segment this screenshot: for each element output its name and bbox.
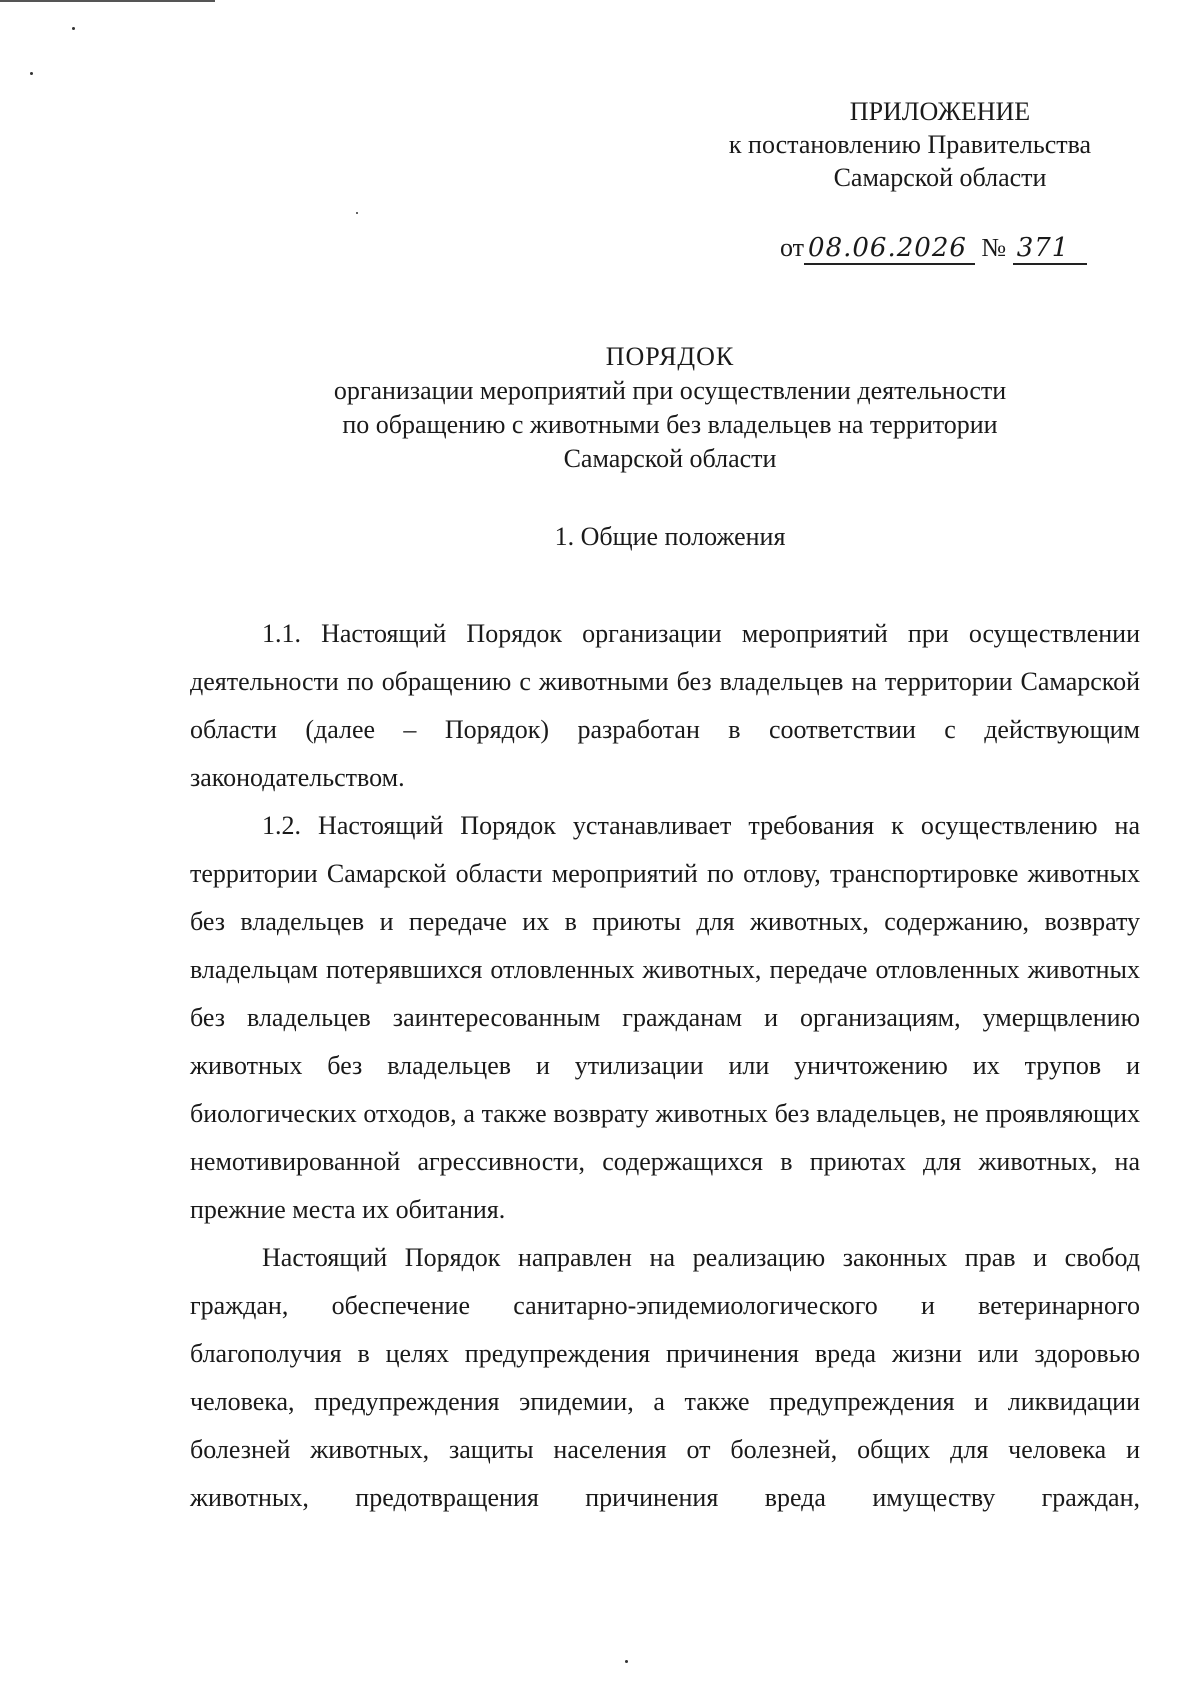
- handwritten-date: 08.06.2026: [804, 233, 975, 265]
- title-subtitle-3: Самарской области: [563, 444, 777, 473]
- paragraph: 1.1. Настоящий Порядок организации мероприятий при осуществлении деятельности по обращению с животными без владельцев на территории Самарской области (далее – Порядок) разработан в соответствии с действующим законодательством.: [190, 619, 1140, 792]
- paragraph: Настоящий Порядок направлен на реализацию законных прав и свобод граждан, обеспечение санитарно-эпидемиологического и ветеринарного благополучия в целях предупреждения причинения вреда жизни или здоровью человека, предупреждения эпидемии, а также предупреждения и ликвидации болезней животных, защиты населения от болезней, общих для человека и животных, предотвращения причинения вреда имуществу граждан,: [190, 1243, 1140, 1512]
- title-heading: ПОРЯДОК: [605, 342, 735, 371]
- number-sign: №: [981, 233, 1007, 262]
- scan-edge-line: [0, 0, 215, 2]
- scan-speck: [356, 212, 358, 214]
- scan-speck: [625, 1660, 628, 1663]
- title-subtitle-2: по обращению с животными без владельцев на территории: [342, 410, 998, 439]
- paragraph: 1.2. Настоящий Порядок устанавливает требования к осуществлению на территории Самарской области мероприятий по отлову, транспортировке животных без владельцев и передаче их в приюты для животных, содержанию, возврату владельцам потерявшихся отловленных животных, передаче отловленных животных без владельцев заинтересованным гражданам и организациям, умерщвлению животных без владельцев и утилизации или уничтожению их трупов и биологических отходов, а также возврату животных без владельцев, не проявляющих немотивированной агрессивности, содержащихся в приютах для животных, на прежние места их обитания.: [190, 811, 1140, 1224]
- section-heading: 1. Общие положения: [554, 522, 786, 551]
- date-number-line: [780, 233, 1087, 263]
- handwritten-number: 371: [1013, 233, 1088, 265]
- date-prefix: от: [780, 233, 805, 262]
- scan-speck: [72, 27, 75, 30]
- title-subtitle-1: организации мероприятий при осуществлении деятельности: [333, 376, 1007, 405]
- document-title: [190, 340, 1150, 476]
- approval-label: ПРИЛОЖЕНИЕ: [849, 97, 1031, 126]
- approval-block: [660, 95, 1160, 194]
- approval-line-2: к постановлению Правительства: [728, 130, 1092, 159]
- approval-line-3: Самарской области: [833, 163, 1047, 192]
- scan-speck: [30, 72, 33, 75]
- body-text: [190, 610, 1140, 1522]
